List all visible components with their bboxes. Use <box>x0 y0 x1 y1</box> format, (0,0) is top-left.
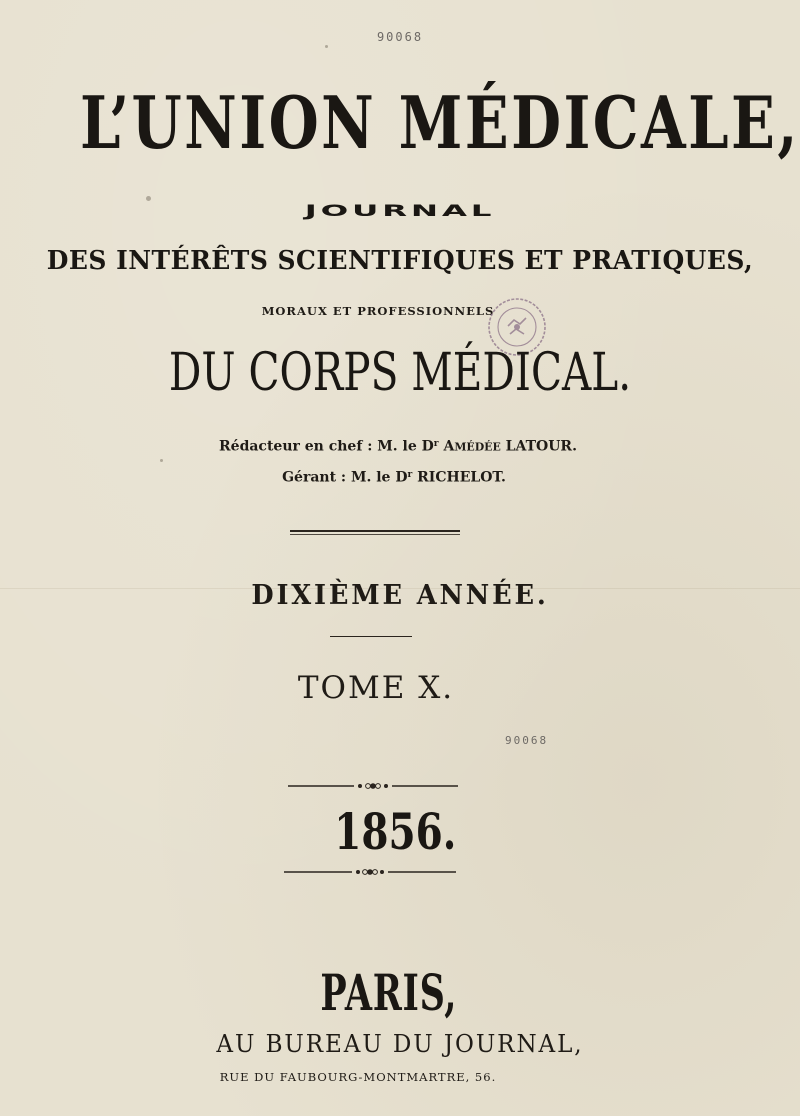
short-rule <box>330 636 412 637</box>
paper-speck <box>146 196 151 201</box>
manager-surname: RICHELOT. <box>417 469 506 486</box>
paper-speck <box>160 459 163 462</box>
manager-role: Gérant : <box>282 469 347 486</box>
editor-role: Rédacteur en chef : <box>219 438 373 455</box>
ornament-rule-icon <box>284 866 456 878</box>
editor-prefix: M. le D <box>377 438 434 455</box>
paper-speck <box>658 97 661 100</box>
volume-year-ordinal: DIXIÈME ANNÉE. <box>251 580 549 611</box>
shelfmark-mid: 90068 <box>505 734 549 747</box>
paper-speck <box>325 45 328 48</box>
imprint-address: RUE DU FAUBOURG-MONTMARTRE, 56. <box>219 1070 497 1084</box>
double-rule-top <box>290 530 460 532</box>
editor-first-rest: MÉDÉE <box>454 440 501 454</box>
ornament-rule-icon <box>288 780 458 792</box>
volume-tome: TOME X. <box>297 670 455 706</box>
double-rule-bottom <box>290 534 460 535</box>
subtitle: DES INTÉRÊTS SCIENTIFIQUES ET PRATIQUES, <box>46 246 754 276</box>
manager-line <box>0 469 794 486</box>
editor-in-chief-line <box>0 438 798 455</box>
imprint-publisher: AU BUREAU DU JOURNAL, <box>216 1030 584 1058</box>
manager-title-sup: r <box>407 469 413 480</box>
editor-first-initial: A <box>443 438 455 455</box>
journal-title: L’UNION MÉDICALE, <box>80 80 800 165</box>
corps-medical-heading: DU CORPS MÉDICAL. <box>168 343 632 403</box>
journal-label: JOURNAL <box>304 201 496 221</box>
subtitle-small: MORAUX ET PROFESSIONNELS <box>261 304 495 318</box>
editor-surname: LATOUR. <box>505 438 577 455</box>
publication-year: 1856. <box>334 802 457 861</box>
editor-title-sup: r <box>433 438 439 449</box>
shelfmark-top: 90068 <box>376 30 424 44</box>
imprint-city: PARIS, <box>320 963 458 1022</box>
manager-prefix: M. le D <box>350 469 408 486</box>
